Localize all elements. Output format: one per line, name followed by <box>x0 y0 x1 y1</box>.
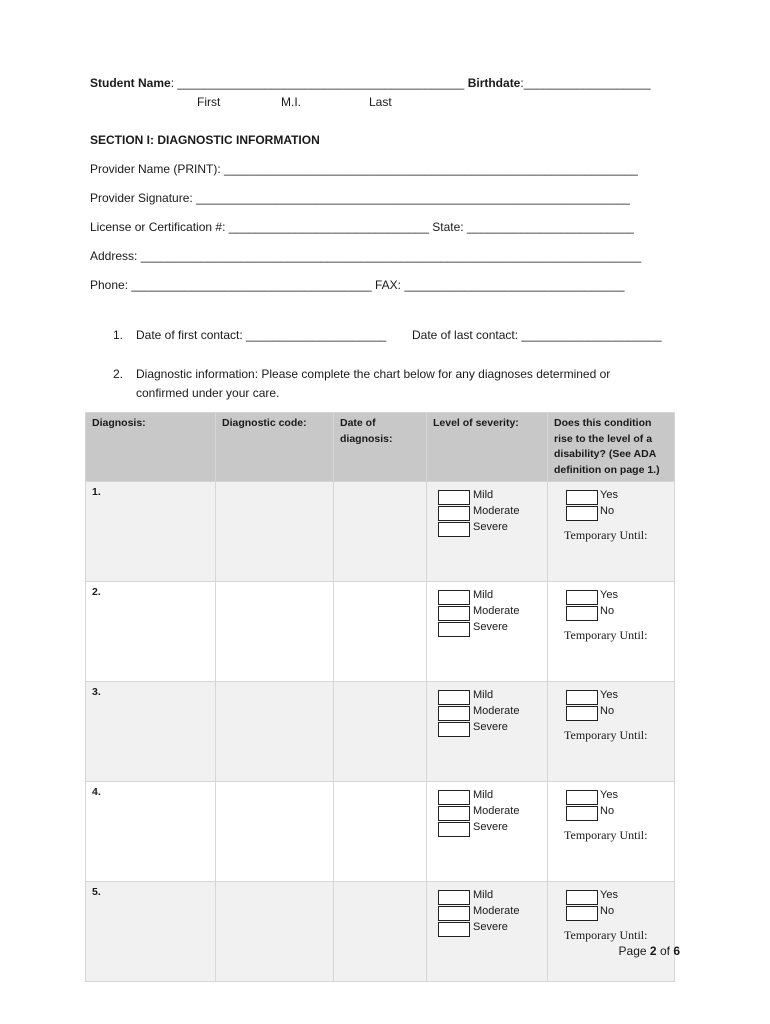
disability-no-label: No <box>600 605 615 617</box>
disability-cell <box>548 782 675 882</box>
sub-last: Last <box>369 95 392 109</box>
disability-no-checkbox[interactable] <box>566 706 598 721</box>
temporary-until-label[interactable]: Temporary Until: <box>564 728 648 742</box>
page-of: of <box>659 944 670 958</box>
diagnostic-code-cell[interactable] <box>216 682 334 782</box>
disability-no-checkbox[interactable] <box>566 906 598 921</box>
header-code: Diagnostic code: <box>216 413 334 482</box>
disability-cell <box>548 582 675 682</box>
row-number: 5. <box>92 886 101 898</box>
severity-mild-label: Mild <box>473 789 494 801</box>
severity-moderate-checkbox[interactable] <box>438 506 470 521</box>
disability-no-checkbox[interactable] <box>566 606 598 621</box>
page-total: 6 <box>673 944 680 958</box>
student-name-line[interactable] <box>90 76 651 90</box>
disability-cell <box>548 482 675 582</box>
disability-no-checkbox[interactable] <box>566 806 598 821</box>
temporary-until-label[interactable]: Temporary Until: <box>564 828 648 842</box>
severity-moderate-checkbox[interactable] <box>438 806 470 821</box>
severity-moderate-label: Moderate <box>473 505 520 517</box>
fax-field[interactable]: FAX: _________________________________ <box>374 278 625 292</box>
row-number: 2. <box>92 586 101 598</box>
date-of-diagnosis-cell[interactable] <box>334 782 427 882</box>
severity-mild-label: Mild <box>473 589 494 601</box>
provider-signature-field[interactable]: Provider Signature: _________________________________________________________________ <box>90 191 630 205</box>
severity-severe-label: Severe <box>473 521 508 533</box>
severity-cell <box>427 682 548 782</box>
student-name-blank[interactable]: : ___________________________________________ <box>170 76 465 90</box>
page-current: 2 <box>649 944 657 958</box>
header-disability: Does this condition rise to the level of a disability? (See ADA definition on page 1.) <box>548 413 675 482</box>
severity-mild-label: Mild <box>473 689 494 701</box>
severity-mild-checkbox[interactable] <box>438 590 470 605</box>
severity-severe-label: Severe <box>473 921 508 933</box>
row-number: 4. <box>92 786 101 798</box>
table-header-row <box>86 413 675 482</box>
student-name-label: Student Name <box>90 76 171 90</box>
disability-yes-label: Yes <box>600 889 618 901</box>
disability-no-label: No <box>600 705 615 717</box>
disability-yes-checkbox[interactable] <box>566 790 598 805</box>
item1-number: 1. <box>113 328 124 342</box>
birthdate-label: Birthdate <box>467 76 521 90</box>
sub-first: First <box>197 95 221 109</box>
birthdate-blank[interactable]: :___________________ <box>520 76 651 90</box>
disability-yes-label: Yes <box>600 589 618 601</box>
sub-mi: M.I. <box>281 95 301 109</box>
severity-severe-label: Severe <box>473 721 508 733</box>
disability-yes-checkbox[interactable] <box>566 690 598 705</box>
row-number: 3. <box>92 686 101 698</box>
item2-text-line2: confirmed under your care. <box>136 386 280 400</box>
row-number: 1. <box>92 486 101 498</box>
disability-yes-checkbox[interactable] <box>566 890 598 905</box>
table-row <box>86 882 675 982</box>
table-row <box>86 582 675 682</box>
header-date: Date of diagnosis: <box>334 413 427 482</box>
severity-cell <box>427 782 548 882</box>
diagnostic-code-cell[interactable] <box>216 882 334 982</box>
page-prefix: Page <box>618 944 647 958</box>
diagnosis-cell[interactable] <box>86 682 216 782</box>
severity-moderate-label: Moderate <box>473 905 520 917</box>
disability-yes-label: Yes <box>600 789 618 801</box>
header-diagnosis: Diagnosis: <box>86 413 216 482</box>
severity-moderate-label: Moderate <box>473 605 520 617</box>
severity-moderate-checkbox[interactable] <box>438 606 470 621</box>
severity-cell <box>427 582 548 682</box>
severity-mild-label: Mild <box>473 889 494 901</box>
severity-severe-checkbox[interactable] <box>438 722 470 737</box>
disability-no-label: No <box>600 805 615 817</box>
severity-severe-label: Severe <box>473 621 508 633</box>
phone-fax-line[interactable] <box>90 278 625 292</box>
severity-mild-label: Mild <box>473 489 494 501</box>
date-of-diagnosis-cell[interactable] <box>334 882 427 982</box>
disability-yes-label: Yes <box>600 689 618 701</box>
severity-moderate-label: Moderate <box>473 705 520 717</box>
disability-yes-checkbox[interactable] <box>566 490 598 505</box>
diagnosis-cell[interactable] <box>86 482 216 582</box>
severity-mild-checkbox[interactable] <box>438 490 470 505</box>
section-title: SECTION I: DIAGNOSTIC INFORMATION <box>90 133 320 147</box>
diagnostic-code-cell[interactable] <box>216 582 334 682</box>
diagnosis-cell[interactable] <box>86 782 216 882</box>
date-of-diagnosis-cell[interactable] <box>334 682 427 782</box>
date-of-diagnosis-cell[interactable] <box>334 582 427 682</box>
severity-severe-label: Severe <box>473 821 508 833</box>
severity-moderate-checkbox[interactable] <box>438 906 470 921</box>
address-field[interactable]: Address: ___________________________________________________________________________ <box>90 249 642 263</box>
first-contact-field[interactable]: Date of first contact: _____________________ <box>136 328 387 342</box>
severity-cell <box>427 882 548 982</box>
severity-severe-checkbox[interactable] <box>438 622 470 637</box>
date-of-diagnosis-cell[interactable] <box>334 482 427 582</box>
diagnostic-code-cell[interactable] <box>216 482 334 582</box>
diagnostic-code-cell[interactable] <box>216 782 334 882</box>
disability-cell <box>548 682 675 782</box>
severity-mild-checkbox[interactable] <box>438 690 470 705</box>
page-number <box>619 944 680 958</box>
temporary-until-label[interactable]: Temporary Until: <box>564 528 648 542</box>
severity-cell <box>427 482 548 582</box>
severity-moderate-label: Moderate <box>473 805 520 817</box>
temporary-until-label[interactable]: Temporary Until: <box>564 928 648 942</box>
disability-no-label: No <box>600 905 615 917</box>
item2-text-line1: Diagnostic information: Please complete the chart below for any diagnoses determined or <box>136 367 611 381</box>
table-row <box>86 482 675 582</box>
diagnosis-cell[interactable] <box>86 882 216 982</box>
severity-severe-checkbox[interactable] <box>438 522 470 537</box>
diagnosis-cell[interactable] <box>86 582 216 682</box>
phone-field[interactable]: Phone: ____________________________________ <box>90 278 372 292</box>
disability-no-label: No <box>600 505 615 517</box>
last-contact-field[interactable]: Date of last contact: _____________________ <box>412 328 662 342</box>
severity-moderate-checkbox[interactable] <box>438 706 470 721</box>
severity-severe-checkbox[interactable] <box>438 822 470 837</box>
disability-cell <box>548 882 675 982</box>
disability-yes-label: Yes <box>600 489 618 501</box>
table-row <box>86 682 675 782</box>
disability-no-checkbox[interactable] <box>566 506 598 521</box>
severity-mild-checkbox[interactable] <box>438 890 470 905</box>
temporary-until-label[interactable]: Temporary Until: <box>564 628 648 642</box>
header-severity: Level of severity: <box>427 413 548 482</box>
severity-mild-checkbox[interactable] <box>438 790 470 805</box>
item2-number: 2. <box>113 367 124 381</box>
provider-name-field[interactable]: Provider Name (PRINT): ______________________________________________________________ <box>90 162 638 176</box>
diagnosis-table <box>85 412 675 982</box>
table-row <box>86 782 675 882</box>
severity-severe-checkbox[interactable] <box>438 922 470 937</box>
license-field[interactable]: License or Certification #: ______________________________ State: _________________________ <box>90 220 634 234</box>
disability-yes-checkbox[interactable] <box>566 590 598 605</box>
